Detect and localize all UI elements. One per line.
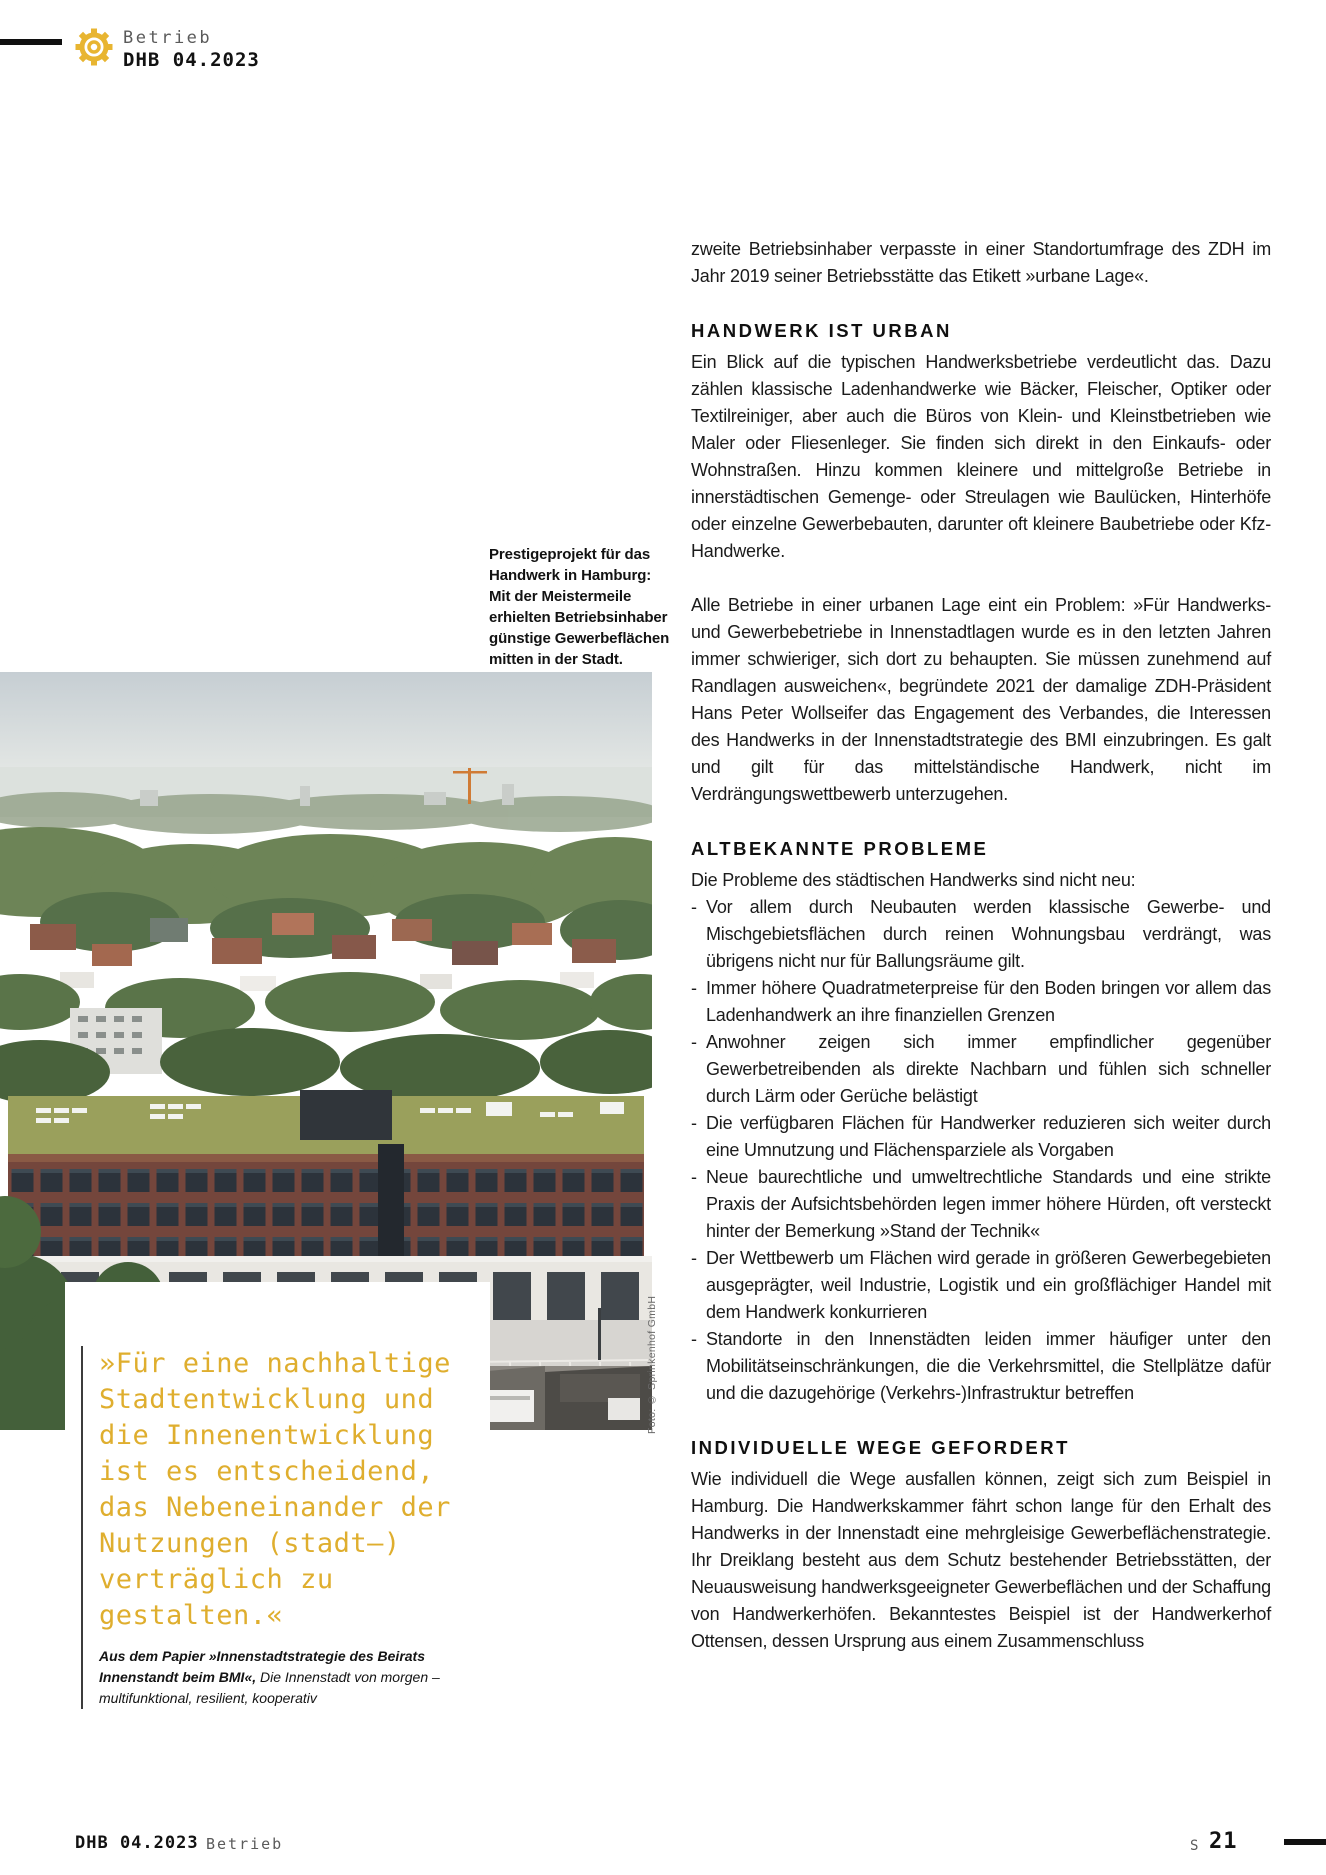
footer-page-number: 21 <box>1209 1829 1238 1854</box>
list-item: - Die verfügbaren Flächen für Handwerker reduzieren sich weiter durch eine Umnutzung und Flächensparziele als Vorgaben <box>691 1110 1271 1164</box>
header-issue-label: DHB 04.2023 <box>123 49 260 71</box>
pull-quote-rule <box>81 1346 472 1709</box>
article-paragraph: Ein Blick auf die typischen Handwerksbetriebe verdeutlicht das. Dazu zählen klassische Ladenhandwerke wie Bäcker, Fleischer, Optiker oder Textilreiniger, aber auch die Büros von Klein- und Kleinstbetrieben wie Maler oder Fliesenleger. Sie finden sich direkt in den Einkaufs- oder Wohnstraßen. Hinzu kommen kleinere und mittelgroße Betriebe in innerstädtischen Gemenge- oder Streulagen wie Baulücken, Hinterhöfe oder einzelne Gewerbebauten, darunter oft kleinere Baubetriebe oder Kfz-Handwerke. <box>691 352 1271 561</box>
footer-section-label: Betrieb <box>206 1835 284 1853</box>
pull-quote-box <box>65 1282 490 1719</box>
footer-issue-label: DHB 04.2023 <box>75 1833 199 1853</box>
pull-quote-source-rest: Die Innenstadt von morgen – multifunktional, resilient, kooperativ <box>99 1669 440 1706</box>
section-heading-handwerk-ist-urban: HANDWERK IST URBAN <box>691 320 952 341</box>
list-item: - Immer höhere Quadratmeterpreise für den Boden bringen vor allem das Ladenhandwerk an ihre finanziellen Grenzen <box>691 975 1271 1029</box>
gear-icon <box>72 25 116 69</box>
problem-list <box>691 894 1271 1407</box>
footer-page-prefix: S <box>1190 1838 1199 1854</box>
list-item: - Neue baurechtliche und umweltrechtliche Standards und eine strikte Praxis der Aufsichtsbehörden legen immer höhere Hürden, oft versteckt hinter der Bemerkung »Stand der Technik« <box>691 1164 1271 1245</box>
section-heading-altbekannte-probleme: ALTBEKANNTE PROBLEME <box>691 838 989 859</box>
photo-credit: Foto: © Sprinkenhof GmbH <box>646 1295 658 1434</box>
pull-quote-source-bold: Aus dem Papier »Innenstadtstrategie des Beirats Innenstandt beim BMI«, <box>99 1648 425 1685</box>
header-rule <box>0 39 62 45</box>
list-item: - Der Wettbewerb um Flächen wird gerade in größeren Gewerbegebieten ausgeprägter, weil Industrie, Logistik und ein großflächiger Handel mit dem Handwerk konkurrieren <box>691 1245 1271 1326</box>
list-item: - Standorte in den Innenstädten leiden immer häufiger unter den Mobilitätseinschränkungen, die die Verkehrsmittel, die Stellplätze dafür und die dazugehörige (Verkehrs-)Infrastruktur betreffen <box>691 1326 1271 1407</box>
bullet-list-intro: Die Probleme des städtischen Handwerks sind nicht neu: <box>691 870 1136 890</box>
header-section-label: Betrieb <box>123 28 213 48</box>
article-paragraph: Alle Betriebe in einer urbanen Lage eint ein Problem: »Für Handwerks- und Gewerbebetriebe in Innenstadtlagen wurde es in den letzten Jahren immer schwieriger, sich dort zu behaupten. Sie müssen zunehmend auf Randlagen ausweichen«, begründete 2021 der damalige ZDH-Präsident Hans Peter Wollseifer das Engagement des Verbandes, die Interessen des Handwerks in der Innenstadtstrategie des BMI einzubringen. Es galt und gilt für das mittelständische Handwerk, nicht im Verdrängungswettbewerb unterzugehen. <box>691 595 1271 804</box>
article-column <box>691 236 1271 1682</box>
section-heading-individuelle-wege: INDIVIDUELLE WEGE GEFORDERT <box>691 1437 1070 1458</box>
article-paragraph: Wie individuell die Wege ausfallen können, zeigt sich zum Beispiel in Hamburg. Die Handwerkskammer fährt schon lange für den Erhalt des Handwerks in der Innenstadt eine mehrgleisige Gewerbeflächenstrategie. Ihr Dreiklang besteht aus dem Schutz bestehender Betriebsstätten, der Neuausweisung handwerksgeeigneter Gewerbeflächen und der Schaffung von Handwerkerhöfen. Bekanntestes Beispiel ist der Handwerkerhof Ottensen, dessen Ursprung aus einem Zusammenschluss <box>691 1469 1271 1651</box>
article-lead-paragraph: zweite Betriebsinhaber verpasste in einer Standortumfrage des ZDH im Jahr 2019 seiner Betriebsstätte das Etikett »urbane Lage«. <box>691 239 1271 286</box>
footer-rule <box>1284 1839 1326 1845</box>
pull-quote-text: »Für eine nachhaltige Stadtentwicklung und die Innenentwicklung ist es entscheidend, das Nebeneinander der Nutzungen (stadt–) verträglich zu gestalten.« <box>99 1348 451 1631</box>
list-item: - Vor allem durch Neubauten werden klassische Gewerbe- und Mischgebietsflächen durch reinen Wohnungsbau verdrängt, was übrigens nicht nur für Ballungsräume gilt. <box>691 894 1271 975</box>
photo-caption: Prestigeprojekt für das Handwerk in Hamburg: Mit der Meistermeile erhielten Betriebsinhaber günstige Gewerbeflächen mitten in der Stadt. <box>489 546 670 668</box>
list-item: - Anwohner zeigen sich immer empfindlicher gegenüber Gewerbetreibenden als direkte Nachbarn und fühlen sich schneller durch Lärm oder Gerüche belästigt <box>691 1029 1271 1110</box>
pull-quote-source <box>99 1646 469 1709</box>
